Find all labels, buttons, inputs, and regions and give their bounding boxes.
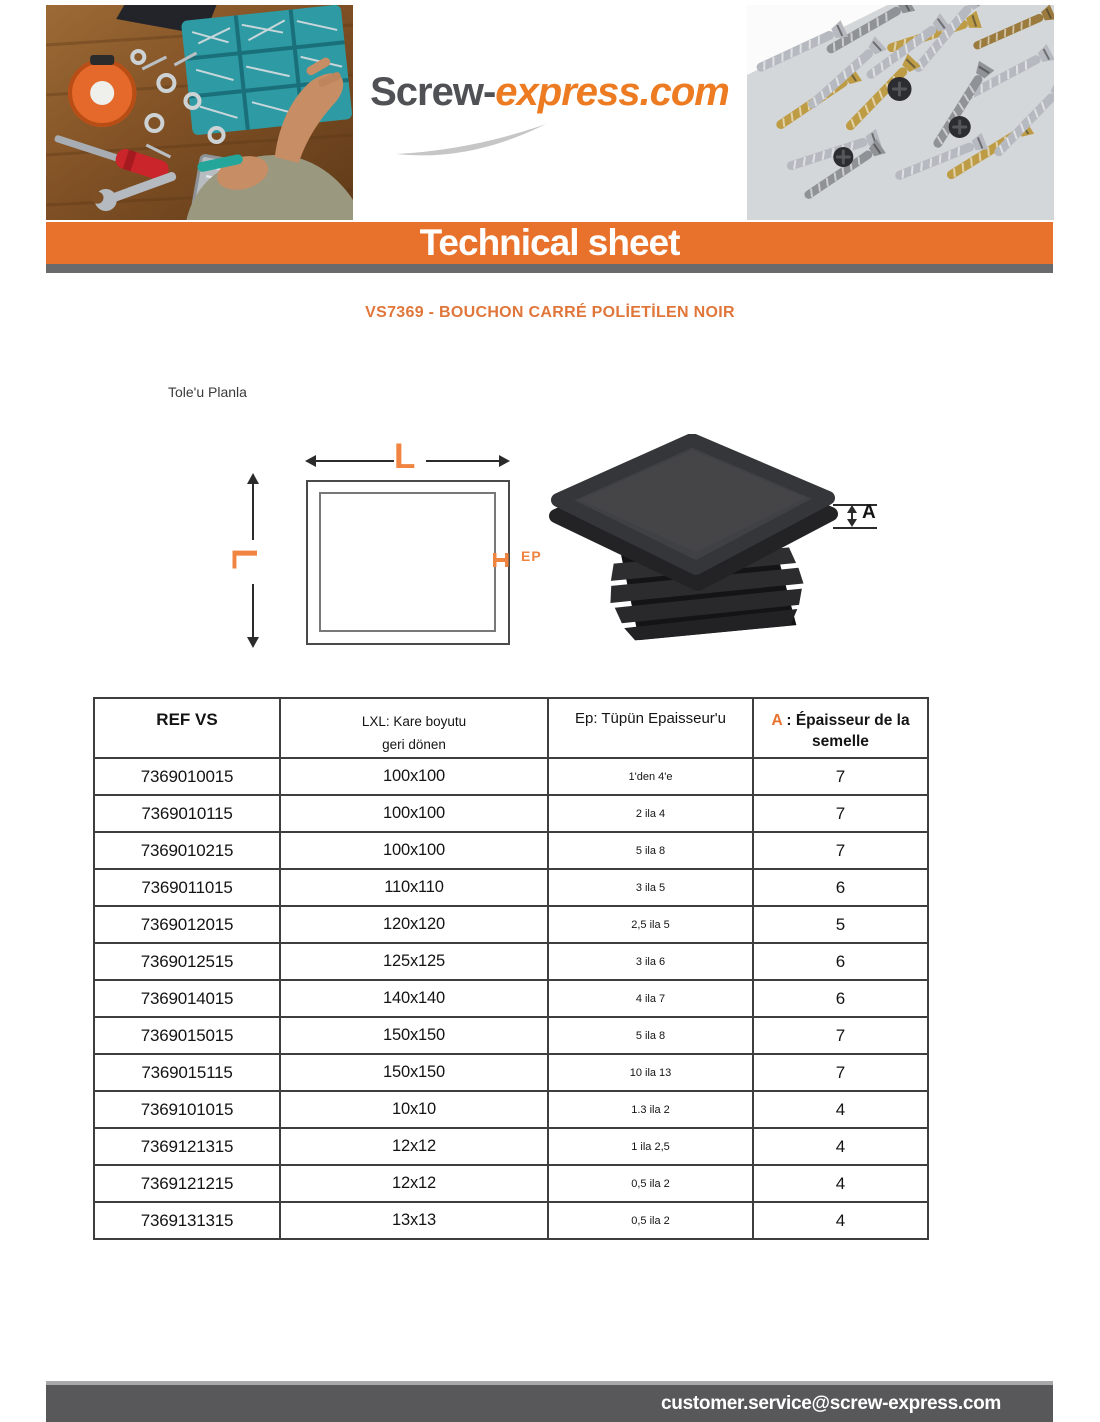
brand-logo <box>352 70 747 115</box>
dim-label-a: A <box>862 502 876 523</box>
ref-cell: 7369011015 <box>94 869 280 906</box>
ep-cell: 2 ila 4 <box>548 795 753 832</box>
dim-label-ep: EP <box>521 548 542 564</box>
table-row <box>94 1017 928 1054</box>
ref-cell: 7369010215 <box>94 832 280 869</box>
brand-logo-text <box>352 70 747 115</box>
workbench-photo-art <box>46 5 353 220</box>
ep-cell: 5 ila 8 <box>548 1017 753 1054</box>
size-cell: 100x100 <box>280 758 548 795</box>
size-cell: 120x120 <box>280 906 548 943</box>
arrow-right-icon <box>499 455 510 467</box>
size-cell: 12x12 <box>280 1165 548 1202</box>
banner-title: Technical sheet <box>46 222 1053 264</box>
dim-label-l-left: L <box>224 548 264 570</box>
table-row <box>94 1202 928 1239</box>
ref-cell: 7369121215 <box>94 1165 280 1202</box>
a-cell: 4 <box>753 1202 928 1239</box>
col-header-a <box>753 698 928 758</box>
ep-cell: 2,5 ila 5 <box>548 906 753 943</box>
a-cell: 6 <box>753 943 928 980</box>
arrow-up-small-icon <box>847 505 857 513</box>
brand-logo-part1: Screw- <box>370 70 496 114</box>
ref-cell: 7369012515 <box>94 943 280 980</box>
screws-photo <box>747 5 1054 220</box>
brand-logo-part2: express.com <box>495 70 729 114</box>
ref-cell: 7369015115 <box>94 1054 280 1091</box>
table-header-row <box>94 698 928 758</box>
col-header-size-line1: LXL: Kare boyutu <box>361 714 467 729</box>
col-header-ep: Ep: Tüpün Epaisseur'u <box>548 698 753 758</box>
size-cell: 140x140 <box>280 980 548 1017</box>
col-header-a-rest: : Épaisseur de la semelle <box>782 712 910 750</box>
size-cell: 150x150 <box>280 1017 548 1054</box>
footer-email: customer.service@screw-express.com <box>661 1393 1001 1414</box>
banner-underline <box>46 264 1053 273</box>
logo-swoosh <box>392 116 550 160</box>
size-cell: 12x12 <box>280 1128 548 1165</box>
a-cell: 7 <box>753 1017 928 1054</box>
ep-cell: 3 ila 5 <box>548 869 753 906</box>
arrow-down-small-icon <box>847 519 857 527</box>
size-cell: 125x125 <box>280 943 548 980</box>
table-row <box>94 1128 928 1165</box>
ep-cell: 5 ila 8 <box>548 832 753 869</box>
ep-cell: 10 ila 13 <box>548 1054 753 1091</box>
dim-arrow-l-left-segment <box>308 460 394 462</box>
arrow-down-icon <box>247 637 259 648</box>
col-header-ref: REF VS <box>94 698 280 758</box>
ep-cell: 0,5 ila 2 <box>548 1165 753 1202</box>
table-row <box>94 832 928 869</box>
ref-cell: 7369012015 <box>94 906 280 943</box>
dim-arrow-l-bottom-segment <box>252 584 254 640</box>
a-cell: 5 <box>753 906 928 943</box>
table-row <box>94 1165 928 1202</box>
tube-inner-rect <box>319 492 496 632</box>
ep-cell: 0,5 ila 2 <box>548 1202 753 1239</box>
col-header-size <box>280 698 548 758</box>
ref-cell: 7369015015 <box>94 1017 280 1054</box>
spec-table <box>93 697 929 1240</box>
table-row <box>94 906 928 943</box>
size-cell: 110x110 <box>280 869 548 906</box>
ep-cell: 1'den 4'e <box>548 758 753 795</box>
ep-cell: 1.3 ila 2 <box>548 1091 753 1128</box>
ep-cell: 4 ila 7 <box>548 980 753 1017</box>
a-dim-bottom-line <box>833 527 877 529</box>
table-row <box>94 795 928 832</box>
col-header-size-line2: geri dönen <box>382 737 446 752</box>
size-cell: 13x13 <box>280 1202 548 1239</box>
workbench-photo <box>46 5 353 220</box>
a-cell: 4 <box>753 1128 928 1165</box>
table-row <box>94 1054 928 1091</box>
size-cell: 100x100 <box>280 795 548 832</box>
size-cell: 100x100 <box>280 832 548 869</box>
dim-arrow-l-right-segment <box>426 460 502 462</box>
ref-cell: 7369010115 <box>94 795 280 832</box>
ep-cell: 3 ila 6 <box>548 943 753 980</box>
size-cell: 10x10 <box>280 1091 548 1128</box>
ref-cell: 7369101015 <box>94 1091 280 1128</box>
a-cell: 7 <box>753 795 928 832</box>
screws-photo-art <box>747 5 1054 220</box>
a-cell: 4 <box>753 1165 928 1202</box>
ref-cell: 7369010015 <box>94 758 280 795</box>
footer-bar <box>46 1385 1053 1422</box>
table-row <box>94 943 928 980</box>
arrow-up-icon <box>247 473 259 484</box>
table-row <box>94 758 928 795</box>
table-row <box>94 869 928 906</box>
ep-cell: 1 ila 2,5 <box>548 1128 753 1165</box>
wall-thickness-tick-icon <box>492 552 510 568</box>
a-cell: 6 <box>753 869 928 906</box>
spec-table-wrap <box>93 697 929 1240</box>
ref-cell: 7369121315 <box>94 1128 280 1165</box>
a-cell: 4 <box>753 1091 928 1128</box>
a-cell: 7 <box>753 832 928 869</box>
table-row <box>94 980 928 1017</box>
ref-cell: 7369131315 <box>94 1202 280 1239</box>
arrow-left-icon <box>305 455 316 467</box>
a-cell: 7 <box>753 1054 928 1091</box>
page-title: VS7369 - BOUCHON CARRÉ POLİETİLEN NOIR <box>365 304 735 321</box>
size-cell: 150x150 <box>280 1054 548 1091</box>
dim-arrow-l-top-segment <box>252 482 254 540</box>
col-header-a-prefix: A <box>771 712 783 729</box>
square-cap-image <box>546 434 840 664</box>
a-cell: 6 <box>753 980 928 1017</box>
ref-cell: 7369014015 <box>94 980 280 1017</box>
dim-label-l-top: L <box>394 437 416 476</box>
table-row <box>94 1091 928 1128</box>
page-subtitle: Tole'u Planla <box>168 384 247 400</box>
a-cell: 7 <box>753 758 928 795</box>
